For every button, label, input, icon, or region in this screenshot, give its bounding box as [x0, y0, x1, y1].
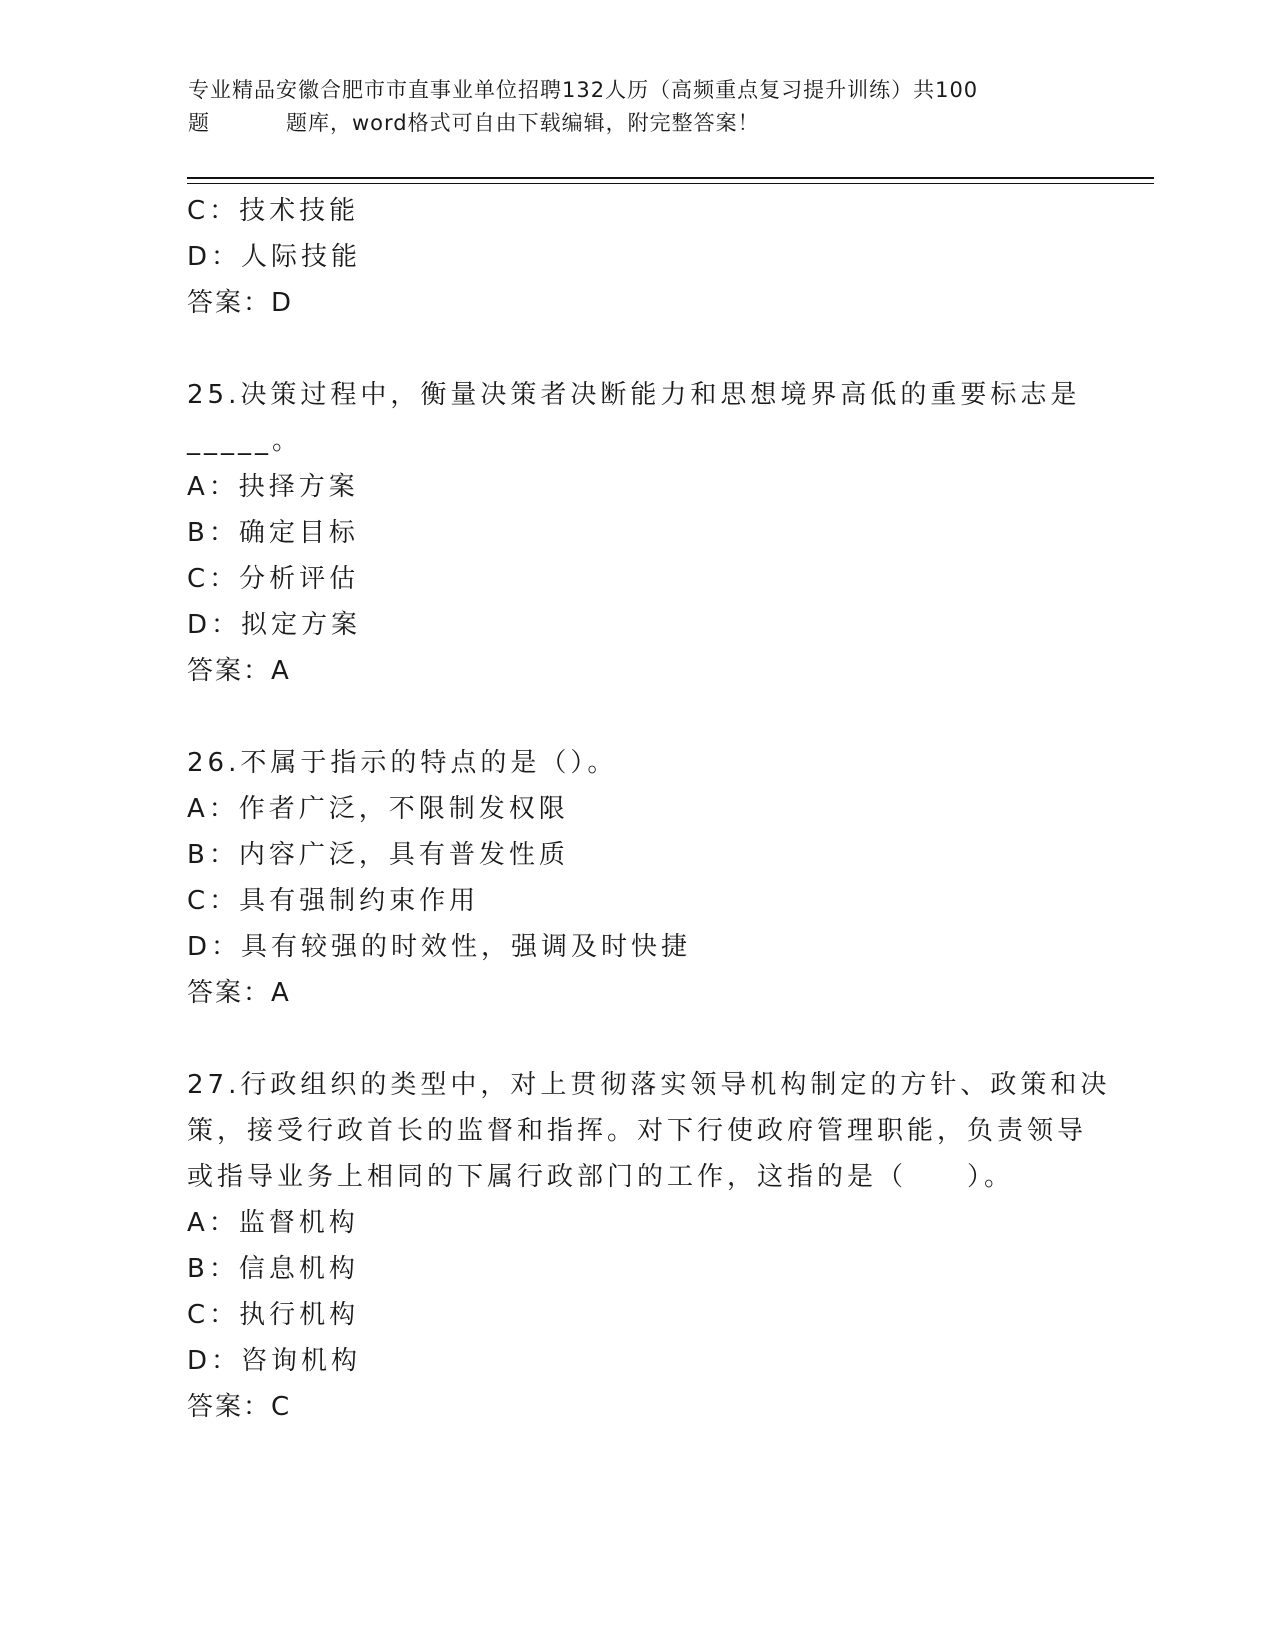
option-d: D：拟定方案 — [187, 610, 362, 640]
question-stem-line: 策，接受行政首长的监督和指挥。对下行使政府管理职能，负责领导 — [187, 1116, 1088, 1146]
question-stem-line: 25.决策过程中，衡量决策者决断能力和思想境界高低的重要标志是 — [187, 380, 1081, 410]
option-b: B：内容广泛，具有普发性质 — [187, 840, 569, 870]
answer-line: 答案：A — [187, 656, 291, 686]
question-27 — [187, 1062, 1111, 1430]
header-title-line2-end: 题库，word格式可自由下载编辑，附完整答案！ — [286, 111, 760, 135]
option-c: C：执行机构 — [187, 1300, 360, 1330]
header-title-line2-start: 题 — [188, 111, 210, 135]
question-stem-line: 或指导业务上相同的下属行政部门的工作，这指的是（ ）。 — [187, 1162, 1015, 1192]
header-divider-thin — [187, 183, 1154, 184]
question-stem-line: 27.行政组织的类型中，对上贯彻落实领导机构制定的方针、政策和决 — [187, 1070, 1111, 1100]
question-25 — [187, 372, 1087, 694]
answer-line: 答案：A — [187, 978, 291, 1008]
question-26 — [187, 740, 1087, 1016]
document-header — [188, 74, 1088, 140]
question-stem-line: _____。 — [187, 426, 303, 456]
option-a: A：抉择方案 — [187, 472, 359, 502]
option-c: C：分析评估 — [187, 564, 360, 594]
question-list — [187, 188, 1111, 1430]
option-b: B：确定目标 — [187, 518, 359, 548]
option-a: A：监督机构 — [187, 1208, 359, 1238]
option-c: C：具有强制约束作用 — [187, 886, 480, 916]
option-d: D：人际技能 — [187, 242, 362, 272]
option-c: C：技术技能 — [187, 196, 360, 226]
header-title-line2 — [188, 107, 1088, 140]
header-title-line1: 专业精品安徽合肥市市直事业单位招聘132人历（高频重点复习提升训练）共100 — [188, 78, 979, 102]
question-stem-line: 26.不属于指示的特点的是（）。 — [187, 748, 618, 778]
answer-line: 答案：C — [187, 1392, 292, 1422]
option-d: D：咨询机构 — [187, 1346, 362, 1376]
option-b: B：信息机构 — [187, 1254, 359, 1284]
answer-line: 答案：D — [187, 288, 294, 318]
header-divider-thick — [187, 177, 1154, 179]
question-24-tail — [187, 188, 1087, 326]
option-a: A：作者广泛，不限制发权限 — [187, 794, 569, 824]
option-d: D：具有较强的时效性，强调及时快捷 — [187, 932, 692, 962]
